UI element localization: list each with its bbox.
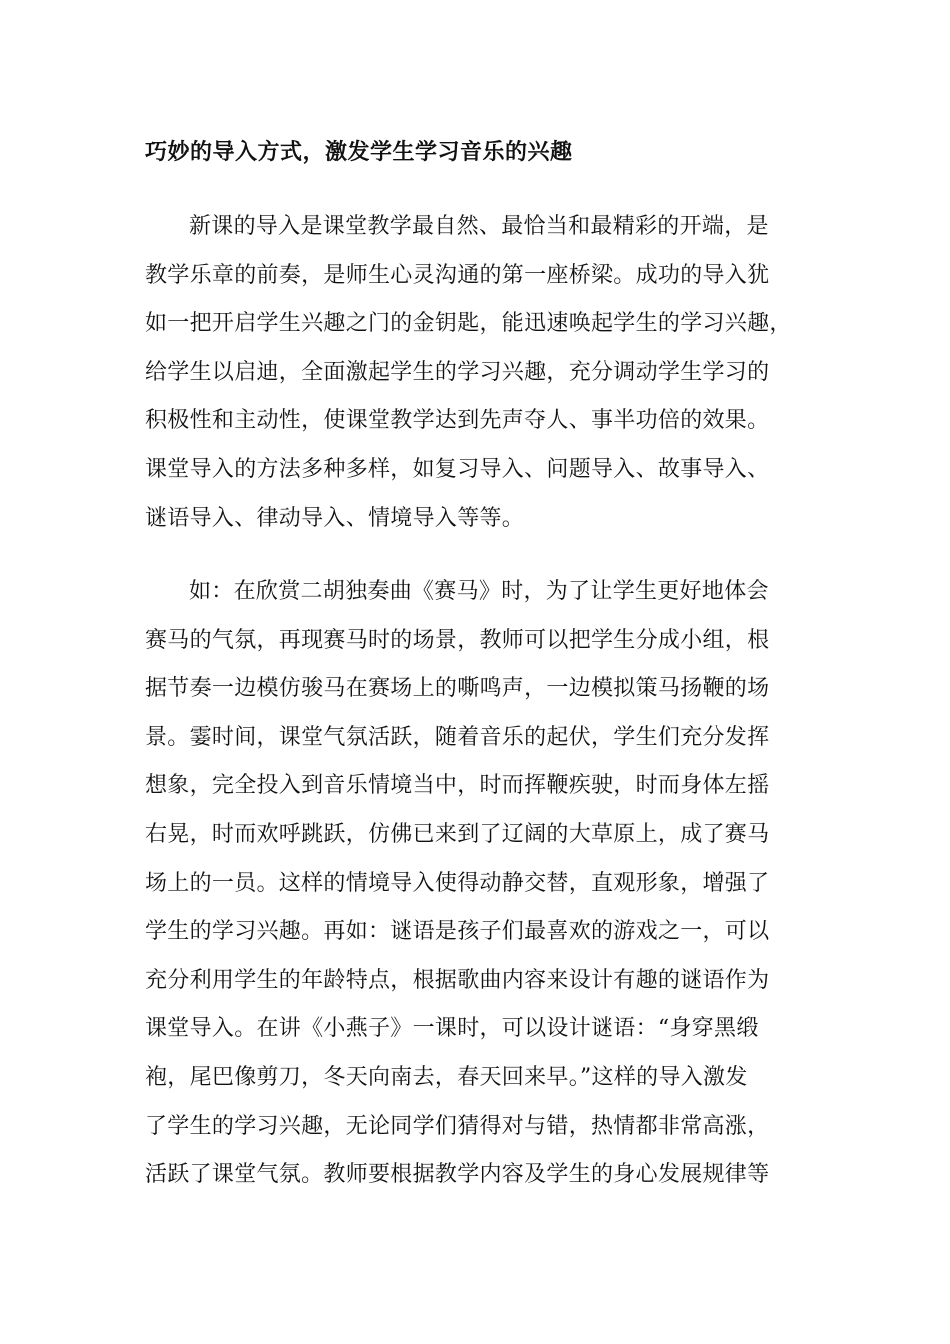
paragraph-line: 右晃，时而欢呼跳跃，仿佛已来到了辽阔的大草原上，成了赛马 [145,821,770,847]
paragraph-line: 景。霎时间，课堂气氛活跃，随着音乐的起伏，学生们充分发挥 [145,724,770,750]
paragraph-line: 充分利用学生的年龄特点，根据歌曲内容来设计有趣的谜语作为 [145,967,770,993]
paragraph-line: 谜语导入、律动导入、情境导入等等。 [145,505,525,531]
paragraph-line: 活跃了课堂气氛。教师要根据教学内容及学生的身心发展规律等 [145,1162,770,1188]
paragraph-line: 如一把开启学生兴趣之门的金钥匙，能迅速唤起学生的学习兴趣， [145,311,792,337]
paragraph-line: 给学生以启迪，全面激起学生的学习兴趣，充分调动学生学习的 [145,359,770,385]
paragraph-line: 想象，完全投入到音乐情境当中，时而挥鞭疾驶，时而身体左摇 [145,773,770,799]
paragraph-examples [145,568,813,1200]
paragraph-line: 袍，尾巴像剪刀，冬天向南去，春天回来早。”这样的导入激发 [145,1064,748,1090]
paragraph-line: 如：在欣赏二胡独奏曲《赛马》时，为了让学生更好地体会 [189,579,769,604]
paragraph-line: 教学乐章的前奏，是师生心灵沟通的第一座桥梁。成功的导入犹 [145,262,770,288]
paragraph-line: 学生的学习兴趣。再如：谜语是孩子们最喜欢的游戏之一，可以 [145,919,770,945]
paragraph-line: 新课的导入是课堂教学最自然、最恰当和最精彩的开端，是 [189,214,769,239]
paragraph-line: 据节奏一边模仿骏马在赛场上的嘶鸣声，一边模拟策马扬鞭的场 [145,676,770,702]
paragraph-line: 积极性和主动性，使课堂教学达到先声夺人、事半功倍的效果。 [145,408,770,434]
paragraph-line: 课堂导入的方法多种多样，如复习导入、问题导入、故事导入、 [145,456,770,482]
paragraph-line: 课堂导入。在讲《小燕子》一课时，可以设计谜语：“身穿黑缎 [145,1016,759,1042]
section-heading: 巧妙的导入方式，激发学生学习音乐的兴趣 [145,139,573,165]
paragraph-line: 场上的一员。这样的情境导入使得动静交替，直观形象，增强了 [145,870,770,896]
paragraph-line: 赛马的气氛，再现赛马时的场景，教师可以把学生分成小组，根 [145,627,770,653]
paragraph-line: 了学生的学习兴趣，无论同学们猜得对与错，热情都非常高涨， [145,1113,770,1139]
paragraph-intro-methods [145,203,813,543]
